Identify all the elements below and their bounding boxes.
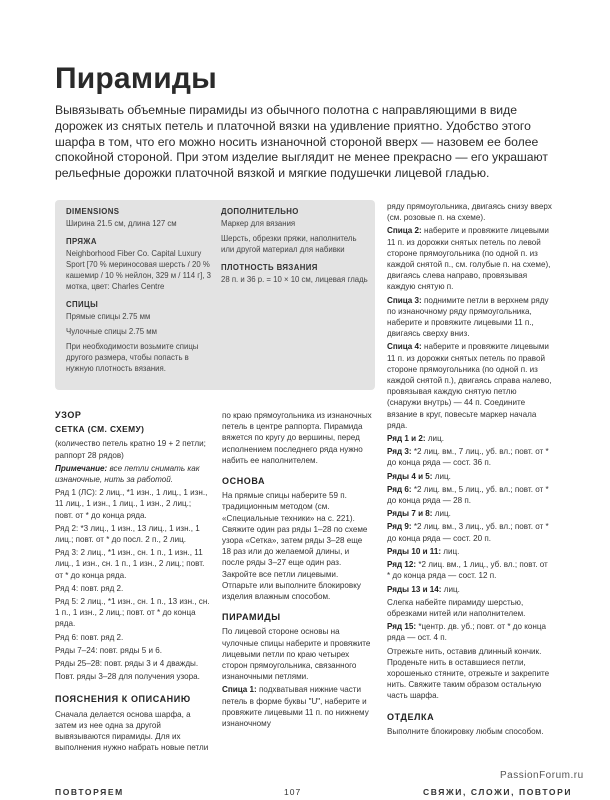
- needles-dpn: Чулочные спицы 2.75 мм: [66, 327, 157, 336]
- row-text: лиц.: [443, 584, 460, 594]
- row-label: Ряды 7 и 8:: [387, 509, 433, 519]
- needles-straight: Прямые спицы 2.75 мм: [66, 312, 151, 321]
- needle-2-step: [387, 225, 552, 292]
- pyramid-row-15: [387, 621, 552, 643]
- yarn-heading: ПРЯЖА: [66, 237, 97, 246]
- row-label: Ряд 1 и 2:: [387, 434, 426, 444]
- column-3: [387, 201, 552, 739]
- yarn-text: Neighborhood Fiber Co. Capital Luxury Sport [70 % мериносовая шерсть / 20 % кашемир / 10 % нейлон, 329 м / 114 г], 3 мотка, цвет: Charles Centre: [66, 249, 211, 291]
- needle-4-label: Спица 4:: [387, 342, 422, 352]
- row-label: Ряды 10 и 11:: [387, 546, 442, 556]
- footer-book-title: СВЯЖИ, СЛОЖИ, ПОВТОРИ: [423, 787, 573, 797]
- base-heading: ОСНОВА: [222, 476, 266, 487]
- pyramid-row: [387, 484, 552, 506]
- pattern-note-label: Примечание:: [55, 463, 108, 473]
- notes-continued: по краю прямоугольника из изнаночных петель в центре раппорта. Пирамида вяжется по кругу до вершины, перед исполнением последнего ряда нужно набить ее наполнителем.: [222, 411, 372, 465]
- pyramid-row: [387, 546, 552, 557]
- dimensions-heading: DIMENSIONS: [66, 207, 120, 216]
- notes-heading: ПОЯСНЕНИЯ К ОПИСАНИЮ: [55, 694, 191, 705]
- gauge-heading: ПЛОТНОСТЬ ВЯЗАНИЯ: [221, 263, 318, 272]
- needle-1-text: подхватывая нижние части петель в форме буквы "U", наберите и провяжите лицевыми 11 п. по нижнему изнаночному: [222, 685, 369, 729]
- pattern-row: Ряд 3: 2 лиц., *1 изн., сн. 1 п., 1 изн., 11 лиц., 1 изн., сн. 1 п., 1 изн., 2 лиц.; повт. от * до конца ряда.: [55, 548, 205, 580]
- finishing-heading: ОТДЕЛКА: [387, 711, 435, 722]
- needle-3-text: поднимите петли в верхнем ряду по изнаночному ряду прямоугольника, наберите и провяжите лицевыми 11 п., двигаясь сверху вниз.: [387, 295, 549, 339]
- pyramid-row: [387, 471, 552, 482]
- pattern-row: Ряд 2: *3 лиц., 1 изн., 13 лиц., 1 изн., 1 лиц.; повт. от * до посл. 2 п., 2 лиц.: [55, 523, 200, 545]
- gauge-text: 28 п. и 36 р. = 10 × 10 см, лицевая гладь: [221, 275, 368, 284]
- pattern-row: Ряды 7–24: повт. ряды 5 и 6.: [55, 645, 162, 655]
- row-label: Ряды 4 и 5:: [387, 471, 433, 481]
- row-text: *2 лиц. вм., 7 лиц., уб. вл.; повт. от * до конца ряда — сост. 36 п.: [387, 447, 549, 468]
- pyramid-row: [387, 559, 552, 581]
- finish-instruction: Отрежьте нить, оставив длинный кончик. Проденьте нить в оставшиеся петли, хорошенько стяните, отрежьте и закрепите нить. Свяжите таким образом остальную часть шарфа.: [387, 646, 550, 701]
- intro-paragraph: Вывязывать объемные пирамиды из обычного полотна с направляющими в виде дорожек из снятых петель и платочной вязки на удивление приятно. Удобство этого шарфа в том, что его можно носить изнаночной стороной вверх — назовем ее более спокойной стороной. При этом изделие выглядит не менее прекрасно — его украшают рельефные дорожки платочной вязкой и мягкие подушечки лицевой гладью.: [55, 103, 549, 181]
- row-label: Ряд 9:: [387, 522, 412, 532]
- row-label: Ряд 3:: [387, 447, 412, 457]
- pyramid-row: [387, 521, 552, 543]
- needle-3-label: Спица 3:: [387, 295, 422, 305]
- row-15-text: *центр. дв. уб.; повт. от * до конца ряда — ост. 4 п.: [387, 622, 546, 643]
- row-text: лиц.: [434, 471, 451, 481]
- materials-right-column: [221, 206, 371, 285]
- footer-section: ПОВТОРЯЕМ: [55, 787, 124, 797]
- row-15-label: Ряд 15:: [387, 622, 417, 632]
- column-2: [222, 410, 372, 731]
- row-text: *2 лиц. вм., 3 лиц., уб. вл.; повт. от * до конца ряда — сост. 20 п.: [387, 522, 549, 543]
- pattern-row: Ряд 1 (ЛС): 2 лиц., *1 изн., 1 лиц., 1 изн., 11 лиц., 1 изн., 1 лиц., 1 изн., 2 лиц.; повт. от * до конца ряда.: [55, 488, 208, 520]
- pyramid-row: [387, 446, 552, 468]
- pattern-note-text: все петли снимать как изнаночные, нить за работой.: [55, 463, 200, 485]
- needle-1-step: [222, 684, 372, 729]
- extra-heading: ДОПОЛНИТЕЛЬНО: [221, 207, 299, 216]
- pattern-repeat: (количество петель кратно 19 + 2 петли; раппорт 28 рядов): [55, 439, 206, 460]
- extra-filling: Шерсть, обрезки пряжи, наполнитель или другой материал для набивки: [221, 234, 357, 254]
- column-1: [55, 410, 210, 755]
- pattern-subheading: СЕТКА (СМ. СХЕМУ): [55, 424, 145, 435]
- row-label: Ряд 6:: [387, 484, 412, 494]
- page-title: Пирамиды: [55, 62, 217, 95]
- row-text: лиц.: [427, 434, 444, 444]
- needle-1-label: Спица 1:: [222, 685, 257, 695]
- row-text: *2 лиц. вм., 5 лиц., уб. вл.; повт. от * до конца ряда — 28 п.: [387, 484, 549, 506]
- pyramids-text: По лицевой стороне основы на чулочные спицы наберите и провяжите лицевыми петли по краю четырех сторон прямоугольника, связанного изнаночными петлями.: [222, 627, 371, 682]
- pattern-heading: УЗОР: [55, 410, 82, 420]
- needle-2-text: наберите и провяжите лицевыми 11 п. из дорожки снятых петель по левой стороне прямоугольника (по одной п. из каждой снятой п., см. голубые п. на схеме), двигаясь слева направо, провязывая каждую снятую п.: [387, 226, 551, 292]
- pyramids-heading: ПИРАМИДЫ: [222, 612, 281, 623]
- pyramid-row: [387, 508, 552, 519]
- needle-1-continued: ряду прямоугольника, двигаясь снизу вверх (см. розовые п. на схеме).: [387, 202, 552, 223]
- pattern-row: Ряд 5: 2 лиц., *1 изн., сн. 1 п., 13 изн., сн. 1 п., 1 изн., 2 лиц.; повт. от * до конца ряда.: [55, 597, 210, 629]
- row-text: лиц.: [434, 509, 451, 519]
- pattern-repeat-note: Повт. ряды 3–28 для получения узора.: [55, 672, 200, 682]
- finishing-text: Выполните блокировку любым способом.: [387, 726, 544, 736]
- dimensions-text: Ширина 21.5 см, длина 127 см: [66, 219, 177, 228]
- fill-instruction: Слегка набейте пирамиду шерстью, обрезками нитей или наполнителем.: [387, 597, 526, 618]
- needles-heading: СПИЦЫ: [66, 300, 99, 309]
- materials-left-column: [66, 206, 216, 374]
- pattern-row: Ряды 25–28: повт. ряды 3 и 4 дважды.: [55, 659, 199, 669]
- pyramid-row: [387, 584, 552, 595]
- row-text: *2 лиц. вм., 1 лиц., уб. вл.; повт. от * до конца ряда — сост. 12 п.: [387, 560, 548, 581]
- pattern-note: [55, 463, 210, 485]
- base-text: На прямые спицы наберите 59 п. традиционным методом (см. «Специальные техники» на с. 221). Свяжите один раз ряды 1–28 по схеме узора «Сетка», затем ряды 3–28 еще 18 раз или до желаемой длины, и после ряды 3–27 еще один раз. Закройте все петли лицевыми. Отпарьте или выполните блокировку изделия влажным способом.: [222, 491, 368, 602]
- needle-4-step: [387, 341, 552, 431]
- needles-note: При необходимости возьмите спицы другого размера, чтобы попасть в нужную плотность вязания.: [66, 342, 199, 373]
- watermark: PassionForum.ru: [500, 770, 584, 781]
- needle-4-text: наберите и провяжите лицевыми 11 п. из дорожки снятых петель по правой стороне прямоугольника (по одной п. из каждой снятой п.), двигаясь справа налево, провязывая каждую снятую петлю (снаружи внутрь) — 44 п. Соедините вязание в круг, повесьте маркер начала ряда.: [387, 342, 552, 430]
- pattern-row: Ряд 6: повт. ряд 2.: [55, 632, 124, 642]
- pattern-row: Ряд 4: повт. ряд 2.: [55, 583, 124, 593]
- row-label: Ряд 12:: [387, 560, 417, 570]
- extra-marker: Маркер для вязания: [221, 219, 296, 228]
- row-text: лиц.: [443, 546, 460, 556]
- needle-3-step: [387, 295, 552, 340]
- notes-text: Сначала делается основа шарфа, а затем из нее одна за другой вывязываются пирамиды. Для их выполнения нужно набрать новые петли: [55, 709, 209, 753]
- needle-2-label: Спица 2:: [387, 226, 422, 236]
- pyramid-row: [387, 433, 552, 444]
- page-number: 107: [284, 787, 302, 797]
- row-label: Ряды 13 и 14:: [387, 584, 442, 594]
